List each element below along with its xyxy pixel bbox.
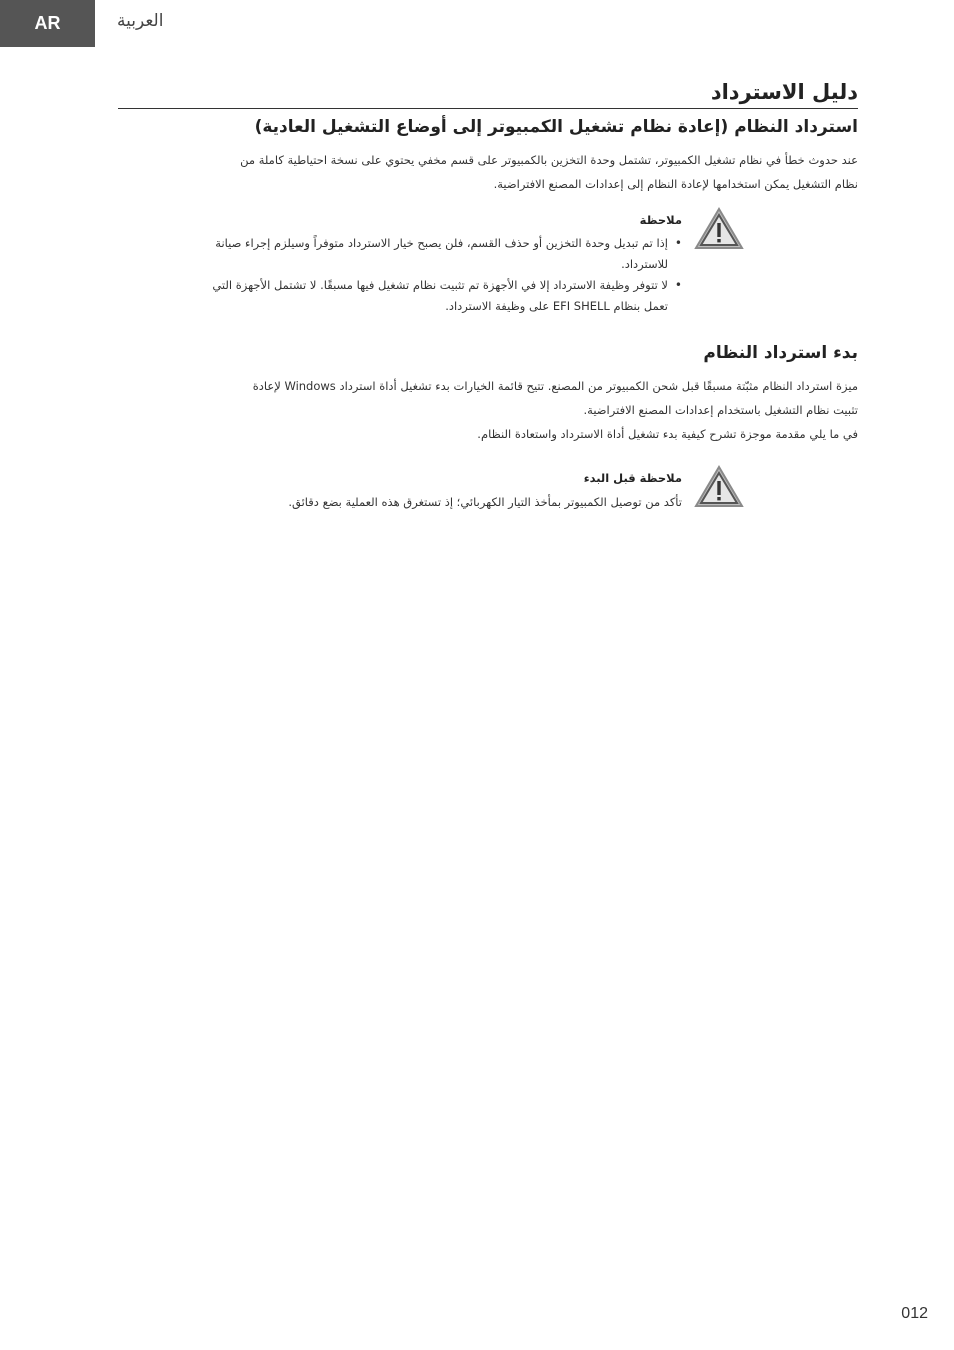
- notice-list-item: [118, 233, 682, 275]
- notice-item-line: لا تتوفر وظيفة الاسترداد إلا في الأجهزة تم تثبيت نظام تشغيل فيها مسبقًا. لا تشتمل الأجهزة التي: [212, 278, 668, 292]
- notice-body: [118, 211, 682, 317]
- section1-paragraph-line: نظام التشغيل يمكن استخدامها لإعادة النظام إلى إعدادات المصنع الافتراضية.: [493, 177, 858, 191]
- page-number: 012: [901, 1305, 928, 1322]
- notice-item-line: إذا تم تبديل وحدة التخزين أو حذف القسم، فلن يصبح خيار الاسترداد متوفراً وسيلزم إجراء صيانة: [215, 236, 668, 250]
- language-name: العربية: [117, 11, 164, 31]
- warning-triangle-icon: [694, 465, 744, 509]
- section1-paragraph-line: عند حدوث خطأ في نظام تشغيل الكمبيوتر، تشتمل وحدة التخزين بالكمبيوتر على قسم مخفي يحتوي على نسخة احتياطية كاملة من: [240, 153, 858, 167]
- notice-title: ملاحظة: [639, 213, 682, 227]
- document-title: دليل الاسترداد: [118, 80, 858, 109]
- section-title-start-recovery: بدء استرداد النظام: [703, 343, 858, 363]
- section-title-system-recovery: استرداد النظام (إعادة نظام تشغيل الكمبيوتر إلى أوضاع التشغيل العادية): [254, 117, 858, 137]
- notice-item-line: للاسترداد.: [621, 257, 668, 271]
- section2-paragraph-line: تثبيت نظام التشغيل باستخدام إعدادات المصنع الافتراضية.: [583, 403, 858, 417]
- warning-triangle-icon: [694, 207, 744, 251]
- language-badge: [0, 0, 95, 47]
- notice-list-item: [118, 275, 682, 317]
- notice-body: [118, 469, 682, 513]
- notice-title: ملاحظة قبل البدء: [583, 471, 682, 485]
- document-content: [118, 80, 858, 519]
- section2-intro: في ما يلي مقدمة موجزة تشرح كيفية بدء تشغيل أداة الاسترداد واستعادة النظام.: [477, 427, 858, 441]
- notice-text: تأكد من توصيل الكمبيوتر بمأخذ التيار الكهربائي؛ إذ تستغرق هذه العملية بضع دقائق.: [288, 495, 682, 509]
- notice-item-line: تعمل بنظام EFI SHELL على وظيفة الاسترداد.: [445, 299, 668, 313]
- section2-paragraph-line: ميزة استرداد النظام مثبّتة مسبقًا قبل شحن الكمبيوتر من المصنع. تتيح قائمة الخيارات بدء تشغيل أداة استرداد Windows لإعادة: [252, 379, 858, 393]
- notice-box: [118, 211, 858, 317]
- notice-list: [118, 233, 682, 317]
- notice-box-before-start: [118, 469, 858, 513]
- language-code: AR: [34, 13, 61, 33]
